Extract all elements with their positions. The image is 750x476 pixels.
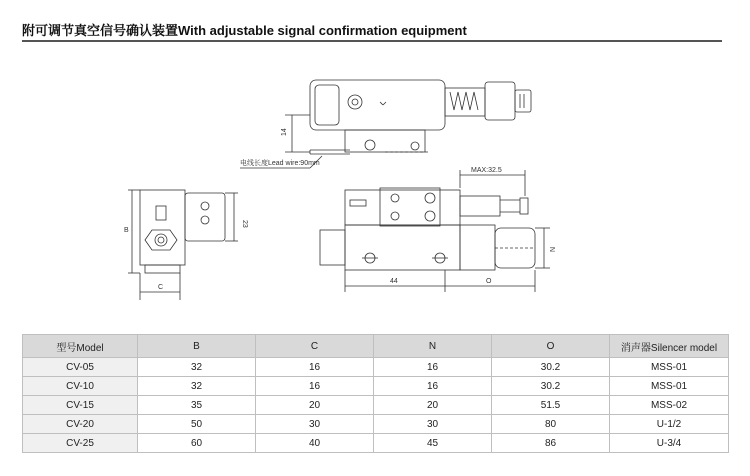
cell-silencer: U-3/4 (610, 434, 729, 453)
cell-o: 30.2 (492, 377, 610, 396)
drawing-svg (100, 60, 620, 310)
table-row (23, 415, 729, 434)
technical-drawing (100, 60, 620, 310)
cell-o: 51.5 (492, 396, 610, 415)
header-n: N (374, 335, 492, 358)
cell-silencer: U-1/2 (610, 415, 729, 434)
cell-n: 30 (374, 415, 492, 434)
cell-b: 32 (138, 358, 256, 377)
dim-44-label: 44 (390, 278, 398, 285)
spec-table (22, 334, 729, 453)
top-view (310, 80, 531, 154)
table-row (23, 434, 729, 453)
spring (450, 92, 478, 110)
table-header-row (23, 335, 729, 358)
cell-o: 30.2 (492, 358, 610, 377)
side-view (140, 190, 225, 273)
cell-silencer: MSS-01 (610, 358, 729, 377)
dim-o-label: O (486, 278, 492, 285)
cell-c: 40 (256, 434, 374, 453)
cell-b: 50 (138, 415, 256, 434)
header-model: 型号Model (23, 335, 138, 358)
dim-14-label: 14 (281, 128, 288, 136)
hex-port (145, 230, 177, 250)
cell-c: 16 (256, 377, 374, 396)
dim-c-label: C (158, 284, 164, 291)
cell-n: 45 (374, 434, 492, 453)
front-view-base (345, 225, 460, 270)
table-row (23, 396, 729, 415)
header-b: B (138, 335, 256, 358)
cell-model: CV-10 (23, 377, 138, 396)
lead-wire-label: 电线长度Lead wire:90mm (240, 160, 320, 167)
table-row (23, 377, 729, 396)
cell-b: 60 (138, 434, 256, 453)
cell-c: 20 (256, 396, 374, 415)
spring-housing (445, 88, 485, 116)
header-silencer: 消声器Silencer model (610, 335, 729, 358)
dim-23-label: 23 (241, 220, 248, 228)
cell-b: 32 (138, 377, 256, 396)
cell-o: 80 (492, 415, 610, 434)
dim-n-label: N (550, 246, 557, 252)
cell-model: CV-25 (23, 434, 138, 453)
cell-model: CV-20 (23, 415, 138, 434)
title-bar (22, 20, 722, 42)
cell-b: 35 (138, 396, 256, 415)
cell-n: 20 (374, 396, 492, 415)
front-view (320, 188, 535, 270)
page-title: 附可调节真空信号确认装置With adjustable signal confirmation equipment (22, 23, 467, 38)
header-c: C (256, 335, 374, 358)
cell-silencer: MSS-01 (610, 377, 729, 396)
table-row (23, 358, 729, 377)
dim-max-label: MAX:32.5 (471, 167, 502, 174)
silencer (460, 225, 495, 270)
cell-n: 16 (374, 377, 492, 396)
cell-c: 30 (256, 415, 374, 434)
cell-o: 86 (492, 434, 610, 453)
cell-silencer: MSS-02 (610, 396, 729, 415)
front-view-top (345, 190, 460, 225)
cell-model: CV-15 (23, 396, 138, 415)
cell-model: CV-05 (23, 358, 138, 377)
cell-c: 16 (256, 358, 374, 377)
header-o: O (492, 335, 610, 358)
cell-n: 16 (374, 358, 492, 377)
side-view-body (140, 190, 185, 265)
top-view-body (310, 80, 445, 130)
dim-b-label: B (124, 227, 129, 234)
